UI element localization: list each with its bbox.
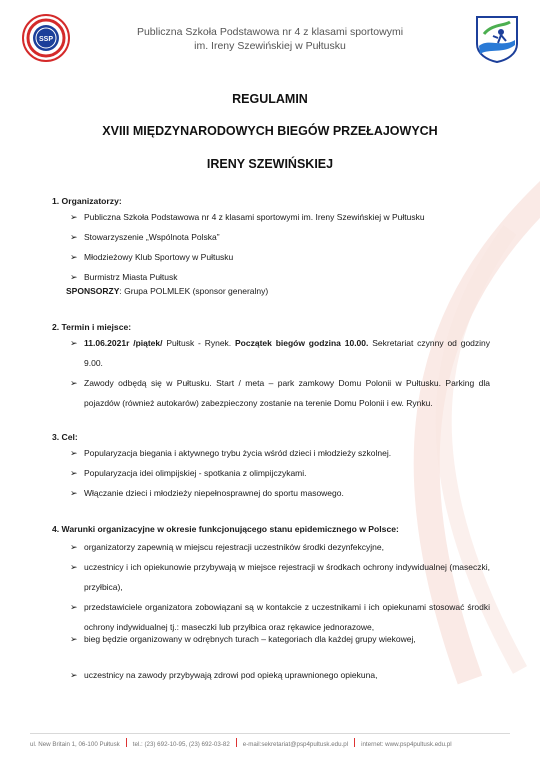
arrow-bullet-icon: ➢ — [70, 338, 78, 348]
list-item-text: Popularyzacja biegania i aktywnego trybu życia wśród dzieci i młodzieży szkolnej. — [84, 448, 392, 458]
document-title: REGULAMIN — [232, 92, 308, 106]
list-item-text: Stowarzyszenie „Wspólnota Polska” — [84, 232, 220, 242]
shield-logo — [474, 14, 520, 64]
event-date: 11.06.2021r /piątek/ — [84, 338, 163, 348]
list-item-text: przedstawiciele organizatora zobowiązani są w kontakcie z uczestnikami i ich opiekunami stosować środki ochrony indywidualnej tj.: maseczki lub przyłbica oraz rękawice jednorazowe, — [84, 602, 490, 632]
footer-website[interactable]: internet: www.psp4pultusk.edu.pl — [361, 741, 452, 748]
event-start-time: Początek biegów godzina 10.00. — [235, 338, 369, 348]
list-item-text: Włączanie dzieci i młodzieży niepełnosprawnej do sportu masowego. — [84, 488, 344, 498]
section-heading-date-place: 2. Termin i miejsce: — [52, 322, 132, 332]
document-subtitle: XVIII MIĘDZYNARODOWYCH BIEGÓW PRZEŁAJOWYCH — [102, 124, 438, 138]
arrow-bullet-icon: ➢ — [70, 252, 78, 262]
document-subtitle-name: IRENY SZEWIŃSKIEJ — [206, 157, 334, 171]
footer-contact — [30, 738, 520, 748]
arrow-bullet-icon: ➢ — [70, 542, 78, 552]
footer-separator — [354, 738, 355, 747]
arrow-bullet-icon: ➢ — [70, 378, 78, 388]
arrow-bullet-icon: ➢ — [70, 634, 78, 644]
school-emblem-logo — [22, 14, 70, 62]
arrow-bullet-icon: ➢ — [70, 468, 78, 478]
section-heading-organizers: 1. Organizatorzy: — [52, 196, 122, 206]
list-item-text: uczestnicy na zawody przybywają zdrowi pod opieką uprawnionego opiekuna, — [84, 670, 378, 680]
section-heading-epidemic-conditions: 4. Warunki organizacyjne w okresie funkcjonującego stanu epidemicznego w Polsce: — [52, 524, 399, 534]
list-item-text: Burmistrz Miasta Pułtusk — [84, 272, 178, 282]
list-item-text: uczestnicy i ich opiekunowie przybywają w miejsce rejestracji w środkach ochrony indywidualnej (maseczki, przyłbica), — [84, 562, 490, 592]
sponsors-line — [66, 285, 268, 297]
list-item-text: Zawody odbędą się w Pułtusku. Start / meta – park zamkowy Domu Polonii w Pułtusku. Parking dla pojazdów (również autokarów) zabezpieczony zostanie na terenie Domu Polonii i ew. Rynku. — [84, 378, 490, 408]
list-item — [70, 557, 490, 597]
school-name-line1: Publiczna Szkoła Podstawowa nr 4 z klasami sportowymi — [136, 26, 404, 38]
list-item — [70, 333, 490, 373]
list-item-text: Popularyzacja idei olimpijskiej - spotkania z olimpijczykami. — [84, 468, 307, 478]
school-name-header — [90, 25, 450, 53]
section-heading-goal: 3. Cel: — [52, 432, 78, 442]
sponsors-text: : Grupa POLMLEK (sponsor generalny) — [119, 286, 269, 296]
sponsors-label: SPONSORZY — [66, 286, 120, 296]
list-item-text: Publiczna Szkoła Podstawowa nr 4 z klasami sportowymi im. Ireny Szewińskiej w Pułtusku — [84, 212, 425, 222]
list-item-text: Młodzieżowy Klub Sportowy w Pułtusku — [84, 252, 234, 262]
arrow-bullet-icon: ➢ — [70, 670, 78, 680]
list-item-text — [84, 333, 490, 373]
footer-email[interactable]: e-mail:sekretariat@psp4pultusk.edu.pl — [242, 741, 349, 748]
arrow-bullet-icon: ➢ — [70, 488, 78, 498]
arrow-bullet-icon: ➢ — [70, 232, 78, 242]
arrow-bullet-icon: ➢ — [70, 272, 78, 282]
footer-separator — [236, 738, 237, 747]
list-item — [70, 373, 490, 413]
arrow-bullet-icon: ➢ — [70, 448, 78, 458]
event-location: Pułtusk - Rynek. — [162, 338, 236, 348]
arrow-bullet-icon: ➢ — [70, 602, 78, 612]
footer-separator — [126, 738, 127, 747]
list-item-text: organizatorzy zapewnią w miejscu rejestracji uczestników środki dezynfekcyjne, — [84, 542, 384, 552]
footer-address: ul. New Britain 1, 06-100 Pułtusk — [30, 741, 120, 748]
footer-divider — [30, 733, 510, 734]
secretariat-hours: Sekretariat czynny od godziny 9.00. — [84, 338, 491, 368]
arrow-bullet-icon: ➢ — [70, 212, 78, 222]
arrow-bullet-icon: ➢ — [70, 562, 78, 572]
footer-phone: tel.: (23) 692-10-95, (23) 692-03-82 — [132, 741, 230, 748]
list-item-text: bieg będzie organizowany w odrębnych turach – kategoriach dla każdej grupy wiekowej, — [84, 634, 416, 644]
svg-text:SSP: SSP — [38, 36, 54, 43]
school-name-line2: im. Ireny Szewińskiej w Pułtusku — [194, 40, 346, 52]
